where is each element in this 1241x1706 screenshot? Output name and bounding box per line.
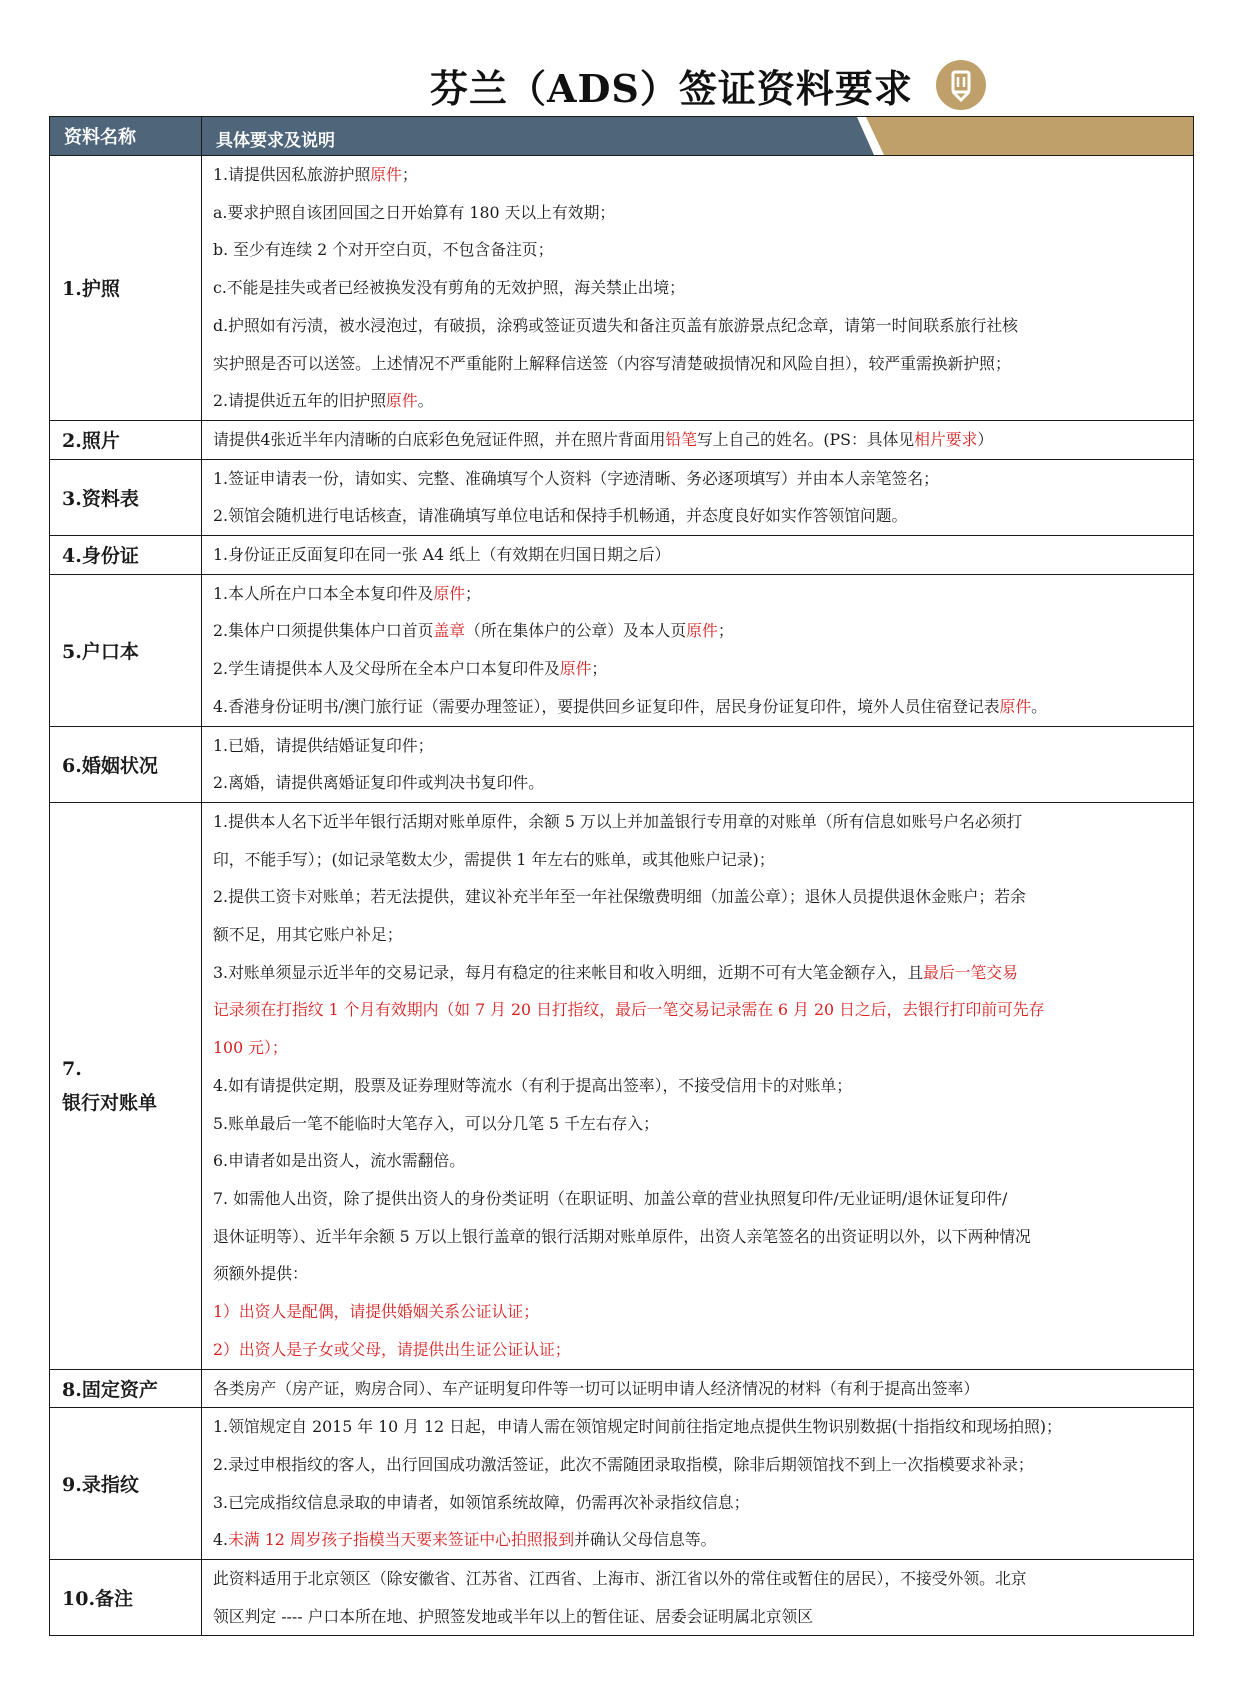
highlighted-text: 记录须在打指纹 1 个月有效期内（如 7 月 20 日打指纹，最后一笔交易记录需在 6 月 20 日之后，去银行打印前可先存 xyxy=(213,1000,1045,1020)
requirement-text: 4. xyxy=(213,1530,229,1550)
requirement-text: 3.已完成指纹信息录取的申请者，如领馆系统故障，仍需再次补录指纹信息； xyxy=(213,1492,750,1512)
requirement-text: 实护照是否可以送签。上述情况不严重能附上解释信送签（内容写清楚破损情况和风险自担），较严重需换新护照； xyxy=(213,353,1011,373)
row-requirements xyxy=(202,156,1194,421)
row-material-name: 5.户口本 xyxy=(50,574,202,726)
highlighted-text: 原件 xyxy=(370,165,402,184)
table-row xyxy=(50,1408,1194,1560)
row-material-name: 3.资料表 xyxy=(50,459,202,535)
row-material-name: 1.护照 xyxy=(50,156,202,421)
requirement-line xyxy=(213,307,1183,345)
requirement-line xyxy=(213,1484,1183,1522)
requirement-line xyxy=(213,1331,1183,1369)
document-seal-icon xyxy=(936,60,986,110)
row-requirements xyxy=(202,1560,1194,1636)
row-material-name: 8.固定资产 xyxy=(50,1369,202,1408)
requirement-line xyxy=(213,764,1183,802)
requirement-line xyxy=(213,727,1183,765)
row-material-name: 6.婚姻状况 xyxy=(50,726,202,802)
requirement-text: 2.录过申根指纹的客人，出行回国成功激活签证，此次不需随团录取指模，除非后期领馆找不到上一次指模要求补录； xyxy=(213,1454,1034,1474)
highlighted-text: 原件 xyxy=(999,696,1032,716)
row-requirements xyxy=(202,802,1194,1369)
highlighted-text: 最后一笔交易 xyxy=(923,962,1018,982)
requirement-line xyxy=(213,1218,1183,1256)
requirement-text: 1.提供本人名下近半年银行活期对账单原件，余额 5 万以上并加盖银行专用章的对账单（所有信息如账号户名必须打 xyxy=(213,811,1023,831)
highlighted-text: 原件 xyxy=(433,583,466,603)
requirement-line xyxy=(213,497,1183,535)
requirement-line xyxy=(213,1560,1183,1598)
requirement-line xyxy=(213,612,1183,650)
requirement-line xyxy=(213,421,1183,459)
requirement-line xyxy=(213,1521,1183,1559)
requirement-line xyxy=(213,1142,1183,1180)
requirement-text: 2.请提供近五年的旧护照 xyxy=(213,391,387,411)
requirement-line xyxy=(213,194,1183,232)
table-row xyxy=(50,802,1194,1369)
requirement-text: a.要求护照自该团回国之日开始算有 180 天以上有效期； xyxy=(213,202,616,222)
requirement-text: 2.学生请提供本人及父母所在全本户口本复印件及 xyxy=(213,659,560,679)
requirement-text: 2.离婚，请提供离婚证复印件或判决书复印件。 xyxy=(213,773,545,793)
requirement-text: 。 xyxy=(1031,696,1047,716)
table-row xyxy=(50,156,1194,421)
requirement-line xyxy=(213,269,1183,307)
table-row xyxy=(50,726,1194,802)
header-requirements: 具体要求及说明 xyxy=(202,117,1194,156)
requirement-line xyxy=(213,1293,1183,1331)
requirement-text: （所在集体户的公章）及本人页 xyxy=(465,621,687,641)
row-material-name: 4.身份证 xyxy=(50,536,202,575)
requirement-line xyxy=(213,954,1183,992)
row-requirements xyxy=(202,459,1194,535)
highlighted-text: 原件 xyxy=(559,659,592,679)
highlighted-text: 2）出资人是子女或父母，请提供出生证公证认证； xyxy=(213,1339,571,1359)
highlighted-text: 1）出资人是配偶，请提供婚姻关系公证认证； xyxy=(213,1302,539,1322)
requirement-text: 此资料适用于北京领区（除安徽省、江苏省、江西省、上海市、浙江省以外的常住或暂住的居民），不接受外领。北京 xyxy=(213,1569,1027,1589)
requirement-line xyxy=(213,803,1183,841)
row-requirements xyxy=(202,1408,1194,1560)
requirement-line xyxy=(213,1105,1183,1143)
requirement-text: ； xyxy=(591,659,608,679)
requirements-table xyxy=(49,116,1194,1636)
requirement-text: 退休证明等）、近半年余额 5 万以上银行盖章的银行活期对账单原件，出资人亲笔签名的出资证明以外，以下两种情况 xyxy=(213,1226,1031,1246)
requirement-text: 1.身份证正反面复印在同一张 A4 纸上（有效期在归国日期之后） xyxy=(213,545,671,565)
requirement-text: 各类房产（房产证，购房合同）、车产证明复印件等一切可以证明申请人经济情况的材料（有利于提高出签率） xyxy=(213,1378,980,1398)
requirement-line xyxy=(213,1446,1183,1484)
table-row xyxy=(50,1560,1194,1636)
requirement-line xyxy=(213,1370,1183,1408)
requirement-text: 印，不能手写）；(如记录笔数太少，需提供 1 年左右的账单，或其他账户记录)； xyxy=(213,849,775,869)
requirement-line xyxy=(213,650,1183,688)
highlighted-text: 原件 xyxy=(386,391,418,411)
requirement-text: 。 xyxy=(417,391,434,411)
highlighted-text: 盖章 xyxy=(433,621,466,641)
requirement-text: 2.提供工资卡对账单；若无法提供，建议补充半年至一年社保缴费明细（加盖公章）；退休人员提供退休金账户；若余 xyxy=(213,887,1026,907)
requirement-text: ； xyxy=(465,583,481,603)
requirement-line xyxy=(213,991,1183,1029)
requirement-text: 4.香港身份证明书/澳门旅行证（需要办理签证），要提供回乡证复印件，居民身份证复印件，境外人员住宿登记表 xyxy=(213,696,1000,716)
requirement-text: 并确认父母信息等。 xyxy=(574,1530,717,1550)
requirement-text: 1.签证申请表一份，请如实、完整、准确填写个人资料（字迹清晰、务必逐项填写）并由本人亲笔签名； xyxy=(213,468,939,488)
table-row xyxy=(50,536,1194,575)
requirement-line xyxy=(213,841,1183,879)
requirement-line xyxy=(213,575,1183,613)
page-title: 芬兰（ADS）签证资料要求 xyxy=(430,66,913,111)
requirement-line xyxy=(213,231,1183,269)
row-requirements xyxy=(202,1369,1194,1408)
requirement-line xyxy=(213,345,1183,383)
highlighted-text: 100 元）； xyxy=(213,1038,288,1058)
requirement-text: c.不能是挂失或者已经被换发没有剪角的无效护照，海关禁止出境； xyxy=(213,278,685,298)
highlighted-text: 未满 12 周岁孩子指模当天要来签证中心拍照报到 xyxy=(228,1530,575,1550)
requirement-text: 2.集体户口须提供集体户口首页 xyxy=(213,621,434,641)
row-requirements xyxy=(202,420,1194,459)
table-header-row xyxy=(50,117,1194,156)
highlighted-text: 相片要求 xyxy=(914,429,978,449)
requirement-text: 1.本人所在户口本全本复印件及 xyxy=(213,583,434,603)
requirement-text: 3.对账单须显示近半年的交易记录，每月有稳定的往来帐目和收入明细，近期不可有大笔金额存入，且 xyxy=(213,962,924,982)
requirement-text: 写上自己的姓名。(PS：具体见 xyxy=(696,429,915,449)
requirement-text: b. 至少有连续 2 个对开空白页，不包含备注页； xyxy=(213,240,554,260)
requirement-line xyxy=(213,1029,1183,1067)
table-row xyxy=(50,574,1194,726)
requirement-text: d.护照如有污渍，被水浸泡过，有破损，涂鸦或签证页遗失和备注页盖有旅游景点纪念章，请第一时间联系旅行社核 xyxy=(213,315,1018,335)
requirement-text: 1.领馆规定自 2015 年 10 月 12 日起，申请人需在领馆规定时间前往指定地点提供生物识别数据(十指指纹和现场拍照)； xyxy=(213,1417,1062,1437)
requirement-text: 领区判定 ---- 户口本所在地、护照签发地或半年以上的暂住证、居委会证明属北京领区 xyxy=(213,1606,814,1626)
requirement-line xyxy=(213,1408,1183,1446)
row-material-name: 10.备注 xyxy=(50,1560,202,1636)
requirement-text: 请提供4张近半年内清晰的白底彩色免冠证件照，并在照片背面用 xyxy=(213,429,666,449)
requirement-line xyxy=(213,878,1183,916)
table-row xyxy=(50,1369,1194,1408)
requirement-line xyxy=(213,916,1183,954)
requirement-line xyxy=(213,1255,1183,1293)
requirement-text: ； xyxy=(401,165,418,184)
requirement-text: 额不足，用其它账户补足； xyxy=(213,925,403,945)
requirement-line xyxy=(213,1598,1183,1636)
table-row xyxy=(50,420,1194,459)
row-material-name: 2.照片 xyxy=(50,420,202,459)
requirement-text: ； xyxy=(717,621,734,641)
requirement-line xyxy=(213,688,1183,726)
header-material-name: 资料名称 xyxy=(50,117,202,156)
requirement-line xyxy=(213,460,1183,498)
requirement-text: 6.申请者如是出资人，流水需翻倍。 xyxy=(213,1151,466,1171)
requirement-text: 1.请提供因私旅游护照 xyxy=(213,165,371,184)
requirement-text: 7. 如需他人出资，除了提供出资人的身份类证明（在职证明、加盖公章的营业执照复印件/无业证明/退休证复印件/ xyxy=(213,1188,1008,1208)
highlighted-text: 铅笔 xyxy=(665,429,697,449)
row-requirements xyxy=(202,536,1194,575)
requirement-text: 须额外提供： xyxy=(213,1264,308,1284)
requirement-text: 4.如有请提供定期，股票及证券理财等流水（有利于提高出签率），不接受信用卡的对账单； xyxy=(213,1075,853,1095)
row-requirements xyxy=(202,726,1194,802)
requirement-line xyxy=(213,156,1183,194)
requirement-line xyxy=(213,1067,1183,1105)
requirement-text: ） xyxy=(977,429,994,449)
requirement-text: 2.领馆会随机进行电话核查，请准确填写单位电话和保持手机畅通，并态度良好如实作答领馆问题。 xyxy=(213,506,908,526)
requirement-text: 1.已婚，请提供结婚证复印件； xyxy=(213,735,434,755)
title-area xyxy=(0,56,1241,116)
table-row xyxy=(50,459,1194,535)
row-material-name: 7. 银行对账单 xyxy=(50,802,202,1369)
row-requirements xyxy=(202,574,1194,726)
requirement-line xyxy=(213,382,1183,420)
highlighted-text: 原件 xyxy=(686,621,718,641)
requirement-line xyxy=(213,1180,1183,1218)
requirement-text: 5.账单最后一笔不能临时大笔存入，可以分几笔 5 千左右存入； xyxy=(213,1113,659,1133)
requirement-line xyxy=(213,536,1183,574)
row-material-name: 9.录指纹 xyxy=(50,1408,202,1560)
